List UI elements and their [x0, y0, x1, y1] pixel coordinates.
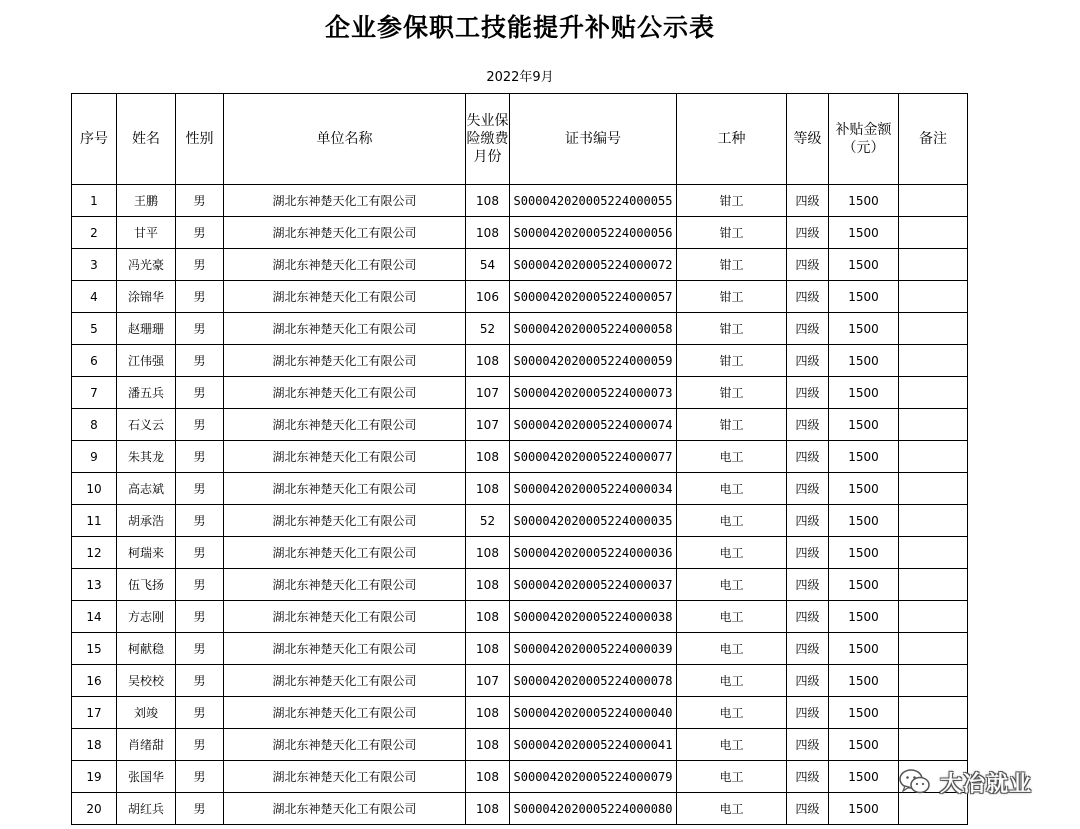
table-row: [72, 441, 968, 473]
cell-trade: 电工: [677, 569, 787, 601]
table-row: [72, 249, 968, 281]
cell-level: 四级: [787, 665, 829, 697]
cell-trade: 钳工: [677, 377, 787, 409]
table-row: [72, 345, 968, 377]
cell-seq: 9: [72, 441, 117, 473]
table-row: [72, 761, 968, 793]
header-note: 备注: [899, 94, 968, 185]
cell-note: [899, 633, 968, 665]
cell-trade: 电工: [677, 633, 787, 665]
table-row: [72, 473, 968, 505]
cell-level: 四级: [787, 537, 829, 569]
cell-note: [899, 217, 968, 249]
cell-level: 四级: [787, 441, 829, 473]
cell-level: 四级: [787, 473, 829, 505]
cell-gender: 男: [176, 697, 224, 729]
cell-level: 四级: [787, 793, 829, 825]
cell-seq: 7: [72, 377, 117, 409]
cell-amount: 1500: [829, 601, 899, 633]
page-title: 企业参保职工技能提升补贴公示表: [324, 13, 715, 42]
cell-amount: 1500: [829, 697, 899, 729]
cell-cert: S000042020005224000057: [510, 281, 677, 313]
cell-name: 刘竣: [117, 697, 176, 729]
cell-company: 湖北东神楚天化工有限公司: [224, 569, 466, 601]
cell-note: [899, 505, 968, 537]
cell-months: 108: [466, 761, 510, 793]
cell-amount: 1500: [829, 633, 899, 665]
cell-company: 湖北东神楚天化工有限公司: [224, 761, 466, 793]
table-row: [72, 729, 968, 761]
cell-company: 湖北东神楚天化工有限公司: [224, 441, 466, 473]
cell-name: 冯光豪: [117, 249, 176, 281]
cell-months: 108: [466, 473, 510, 505]
cell-level: 四级: [787, 281, 829, 313]
table-row: [72, 537, 968, 569]
table-row: [72, 665, 968, 697]
table-row: [72, 409, 968, 441]
table-row: [72, 281, 968, 313]
cell-cert: S000042020005224000040: [510, 697, 677, 729]
cell-months: 108: [466, 729, 510, 761]
cell-gender: 男: [176, 473, 224, 505]
cell-level: 四级: [787, 185, 829, 217]
cell-months: 108: [466, 793, 510, 825]
cell-gender: 男: [176, 217, 224, 249]
cell-months: 107: [466, 409, 510, 441]
cell-seq: 11: [72, 505, 117, 537]
table-row: [72, 185, 968, 217]
cell-trade: 电工: [677, 793, 787, 825]
table-row: [72, 793, 968, 825]
cell-seq: 19: [72, 761, 117, 793]
cell-cert: S000042020005224000079: [510, 761, 677, 793]
cell-months: 108: [466, 345, 510, 377]
cell-name: 石义云: [117, 409, 176, 441]
cell-amount: 1500: [829, 345, 899, 377]
cell-cert: S000042020005224000055: [510, 185, 677, 217]
cell-seq: 15: [72, 633, 117, 665]
cell-cert: S000042020005224000041: [510, 729, 677, 761]
cell-company: 湖北东神楚天化工有限公司: [224, 185, 466, 217]
cell-level: 四级: [787, 569, 829, 601]
cell-seq: 3: [72, 249, 117, 281]
cell-gender: 男: [176, 601, 224, 633]
cell-company: 湖北东神楚天化工有限公司: [224, 249, 466, 281]
cell-company: 湖北东神楚天化工有限公司: [224, 633, 466, 665]
cell-note: [899, 569, 968, 601]
cell-level: 四级: [787, 729, 829, 761]
cell-company: 湖北东神楚天化工有限公司: [224, 409, 466, 441]
cell-seq: 4: [72, 281, 117, 313]
cell-cert: S000042020005224000034: [510, 473, 677, 505]
cell-level: 四级: [787, 601, 829, 633]
cell-seq: 5: [72, 313, 117, 345]
cell-company: 湖北东神楚天化工有限公司: [224, 217, 466, 249]
cell-amount: 1500: [829, 537, 899, 569]
cell-seq: 20: [72, 793, 117, 825]
cell-gender: 男: [176, 313, 224, 345]
cell-trade: 电工: [677, 473, 787, 505]
watermark-text: 大冶就业: [940, 771, 1033, 797]
cell-seq: 12: [72, 537, 117, 569]
cell-note: [899, 441, 968, 473]
table-header-row: [72, 94, 968, 185]
cell-amount: 1500: [829, 249, 899, 281]
cell-note: [899, 313, 968, 345]
cell-note: [899, 281, 968, 313]
cell-company: 湖北东神楚天化工有限公司: [224, 473, 466, 505]
watermark: [898, 762, 1058, 802]
cell-gender: 男: [176, 729, 224, 761]
cell-gender: 男: [176, 633, 224, 665]
cell-note: [899, 537, 968, 569]
header-level: 等级: [787, 94, 829, 185]
cell-cert: S000042020005224000058: [510, 313, 677, 345]
cell-company: 湖北东神楚天化工有限公司: [224, 537, 466, 569]
cell-note: [899, 729, 968, 761]
subsidy-table: [71, 93, 968, 825]
cell-months: 108: [466, 217, 510, 249]
cell-seq: 14: [72, 601, 117, 633]
cell-trade: 钳工: [677, 313, 787, 345]
cell-company: 湖北东神楚天化工有限公司: [224, 665, 466, 697]
cell-amount: 1500: [829, 505, 899, 537]
cell-level: 四级: [787, 345, 829, 377]
cell-seq: 2: [72, 217, 117, 249]
cell-note: [899, 601, 968, 633]
cell-amount: 1500: [829, 761, 899, 793]
cell-level: 四级: [787, 697, 829, 729]
cell-trade: 电工: [677, 665, 787, 697]
table-row: [72, 569, 968, 601]
cell-gender: 男: [176, 249, 224, 281]
cell-seq: 13: [72, 569, 117, 601]
cell-note: [899, 665, 968, 697]
cell-company: 湖北东神楚天化工有限公司: [224, 601, 466, 633]
cell-cert: S000042020005224000056: [510, 217, 677, 249]
cell-gender: 男: [176, 537, 224, 569]
cell-name: 柯献稳: [117, 633, 176, 665]
cell-trade: 电工: [677, 537, 787, 569]
table-body: [72, 185, 968, 825]
cell-company: 湖北东神楚天化工有限公司: [224, 345, 466, 377]
cell-company: 湖北东神楚天化工有限公司: [224, 281, 466, 313]
cell-cert: S000042020005224000074: [510, 409, 677, 441]
cell-trade: 钳工: [677, 345, 787, 377]
header-months: 失业保险缴费月份: [466, 94, 510, 185]
cell-name: 朱其龙: [117, 441, 176, 473]
cell-seq: 17: [72, 697, 117, 729]
cell-gender: 男: [176, 793, 224, 825]
cell-company: 湖北东神楚天化工有限公司: [224, 505, 466, 537]
cell-name: 伍飞扬: [117, 569, 176, 601]
cell-amount: 1500: [829, 185, 899, 217]
header-cert: 证书编号: [510, 94, 677, 185]
cell-seq: 10: [72, 473, 117, 505]
cell-trade: 钳工: [677, 281, 787, 313]
cell-cert: S000042020005224000038: [510, 601, 677, 633]
cell-note: [899, 697, 968, 729]
cell-gender: 男: [176, 665, 224, 697]
cell-note: [899, 249, 968, 281]
cell-name: 柯瑞来: [117, 537, 176, 569]
table-row: [72, 601, 968, 633]
header-trade: 工种: [677, 94, 787, 185]
cell-note: [899, 377, 968, 409]
cell-amount: 1500: [829, 569, 899, 601]
wechat-icon: [898, 768, 932, 796]
cell-cert: S000042020005224000080: [510, 793, 677, 825]
cell-name: 肖绪甜: [117, 729, 176, 761]
cell-trade: 电工: [677, 601, 787, 633]
cell-company: 湖北东神楚天化工有限公司: [224, 697, 466, 729]
header-company: 单位名称: [224, 94, 466, 185]
cell-months: 52: [466, 313, 510, 345]
report-date: 2022年9月: [486, 70, 554, 85]
cell-months: 54: [466, 249, 510, 281]
cell-name: 张国华: [117, 761, 176, 793]
cell-amount: 1500: [829, 281, 899, 313]
cell-gender: 男: [176, 185, 224, 217]
cell-level: 四级: [787, 633, 829, 665]
cell-trade: 电工: [677, 729, 787, 761]
cell-amount: 1500: [829, 377, 899, 409]
cell-cert: S000042020005224000039: [510, 633, 677, 665]
cell-trade: 电工: [677, 505, 787, 537]
cell-months: 52: [466, 505, 510, 537]
cell-note: [899, 345, 968, 377]
cell-gender: 男: [176, 377, 224, 409]
cell-months: 108: [466, 569, 510, 601]
cell-name: 江伟强: [117, 345, 176, 377]
header-seq: 序号: [72, 94, 117, 185]
cell-cert: S000042020005224000035: [510, 505, 677, 537]
cell-seq: 8: [72, 409, 117, 441]
cell-company: 湖北东神楚天化工有限公司: [224, 729, 466, 761]
cell-gender: 男: [176, 761, 224, 793]
cell-gender: 男: [176, 409, 224, 441]
cell-months: 108: [466, 697, 510, 729]
cell-months: 106: [466, 281, 510, 313]
cell-trade: 电工: [677, 441, 787, 473]
header-gender: 性别: [176, 94, 224, 185]
cell-name: 吴校校: [117, 665, 176, 697]
cell-trade: 电工: [677, 761, 787, 793]
cell-name: 赵珊珊: [117, 313, 176, 345]
cell-seq: 6: [72, 345, 117, 377]
cell-cert: S000042020005224000037: [510, 569, 677, 601]
cell-name: 胡红兵: [117, 793, 176, 825]
header-amount: 补贴金额（元）: [829, 94, 899, 185]
cell-amount: 1500: [829, 441, 899, 473]
table-row: [72, 697, 968, 729]
cell-note: [899, 185, 968, 217]
cell-amount: 1500: [829, 793, 899, 825]
cell-months: 107: [466, 377, 510, 409]
cell-level: 四级: [787, 505, 829, 537]
cell-note: [899, 409, 968, 441]
cell-name: 潘五兵: [117, 377, 176, 409]
cell-gender: 男: [176, 441, 224, 473]
cell-amount: 1500: [829, 729, 899, 761]
cell-months: 108: [466, 633, 510, 665]
cell-gender: 男: [176, 345, 224, 377]
cell-level: 四级: [787, 761, 829, 793]
cell-trade: 钳工: [677, 249, 787, 281]
cell-name: 涂锦华: [117, 281, 176, 313]
cell-company: 湖北东神楚天化工有限公司: [224, 377, 466, 409]
cell-months: 108: [466, 441, 510, 473]
cell-company: 湖北东神楚天化工有限公司: [224, 793, 466, 825]
cell-name: 王鹏: [117, 185, 176, 217]
cell-gender: 男: [176, 281, 224, 313]
cell-amount: 1500: [829, 217, 899, 249]
cell-name: 高志斌: [117, 473, 176, 505]
cell-months: 108: [466, 185, 510, 217]
cell-seq: 16: [72, 665, 117, 697]
cell-months: 107: [466, 665, 510, 697]
header-name: 姓名: [117, 94, 176, 185]
cell-months: 108: [466, 601, 510, 633]
cell-level: 四级: [787, 409, 829, 441]
cell-company: 湖北东神楚天化工有限公司: [224, 313, 466, 345]
table-row: [72, 377, 968, 409]
cell-cert: S000042020005224000073: [510, 377, 677, 409]
cell-level: 四级: [787, 217, 829, 249]
cell-cert: S000042020005224000078: [510, 665, 677, 697]
cell-amount: 1500: [829, 473, 899, 505]
cell-cert: S000042020005224000077: [510, 441, 677, 473]
table-row: [72, 217, 968, 249]
cell-gender: 男: [176, 569, 224, 601]
cell-note: [899, 473, 968, 505]
cell-cert: S000042020005224000059: [510, 345, 677, 377]
cell-cert: S000042020005224000036: [510, 537, 677, 569]
cell-amount: 1500: [829, 665, 899, 697]
cell-months: 108: [466, 537, 510, 569]
cell-gender: 男: [176, 505, 224, 537]
cell-level: 四级: [787, 377, 829, 409]
cell-seq: 1: [72, 185, 117, 217]
table-row: [72, 505, 968, 537]
cell-level: 四级: [787, 249, 829, 281]
table-row: [72, 633, 968, 665]
cell-trade: 钳工: [677, 409, 787, 441]
cell-trade: 钳工: [677, 185, 787, 217]
cell-name: 甘平: [117, 217, 176, 249]
cell-name: 胡承浩: [117, 505, 176, 537]
cell-amount: 1500: [829, 409, 899, 441]
cell-trade: 钳工: [677, 217, 787, 249]
cell-name: 方志刚: [117, 601, 176, 633]
cell-trade: 电工: [677, 697, 787, 729]
cell-cert: S000042020005224000072: [510, 249, 677, 281]
table-row: [72, 313, 968, 345]
cell-level: 四级: [787, 313, 829, 345]
cell-seq: 18: [72, 729, 117, 761]
cell-amount: 1500: [829, 313, 899, 345]
